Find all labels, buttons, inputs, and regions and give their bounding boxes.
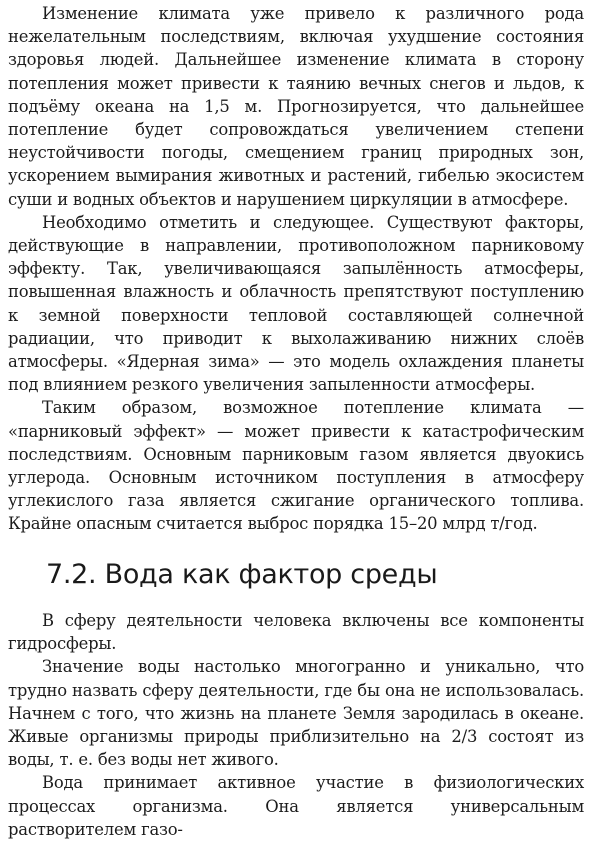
paragraph-climate-consequences: Изменение климата уже привело к различного рода нежелательным последствиям, включая ухудшение состояния здоровья людей. Дальнейшее изменение климата в сторону потепления может привести к таянию вечных снегов и льдов, к подъёму океана на 1,5 м. Прогнозируется, что дальнейшее потепление будет сопровождаться увеличением степени неустойчивости погоды, смещением границ природных зон, ускорением вымирания животных и растений, гибелью экосистем суши и водных объектов и нарушением циркуляции в атмосфере. — [8, 4, 584, 209]
body-text-upper — [8, 2, 584, 536]
paragraph-counter-factors: Необходимо отметить и следующее. Существуют факторы, действующие в направлении, противоположном парниковому эффекту. Так, увеличивающаяся запылённость атмосферы, повышенная влажность и облачность препятствуют поступлению к земной поверхности тепловой составляющей солнечной радиации, что приводит к выхолаживанию нижних слоёв атмосферы. «Ядерная зима» — это модель охлаждения планеты под влиянием резкого увеличения запыленности атмосферы. — [8, 212, 584, 395]
paragraph-water-importance: Значение воды настолько многогранно и уникально, что трудно назвать сферу деятельности, где бы она не использовалась. Начнем с того, что жизнь на планете Земля зародилась в океане. Живые организмы природы приблизительно на 2/3 состоят из воды, т. е. без воды нет живого. — [8, 657, 584, 770]
paragraph-greenhouse-summary: Таким образом, возможное потепление климата — «парниковый эффект» — может привести к катастрофическим последствиям. Основным парниковым газом является двуокись углерода. Основным источником поступления в атмосферу углекислого газа является сжигание органического топлива. Крайне опасным считается выброс порядка 15–20 млрд т/год. — [8, 398, 584, 534]
body-text-lower — [8, 609, 584, 841]
section-heading: 7.2. Вода как фактор среды — [46, 559, 438, 590]
paragraph-hydrosphere: В сферу деятельности человека включены все компоненты гидросферы. — [8, 611, 584, 654]
paragraph-water-physiology: Вода принимает активное участие в физиологических процессах организма. Она является универсальным растворителем газо- — [8, 773, 584, 839]
